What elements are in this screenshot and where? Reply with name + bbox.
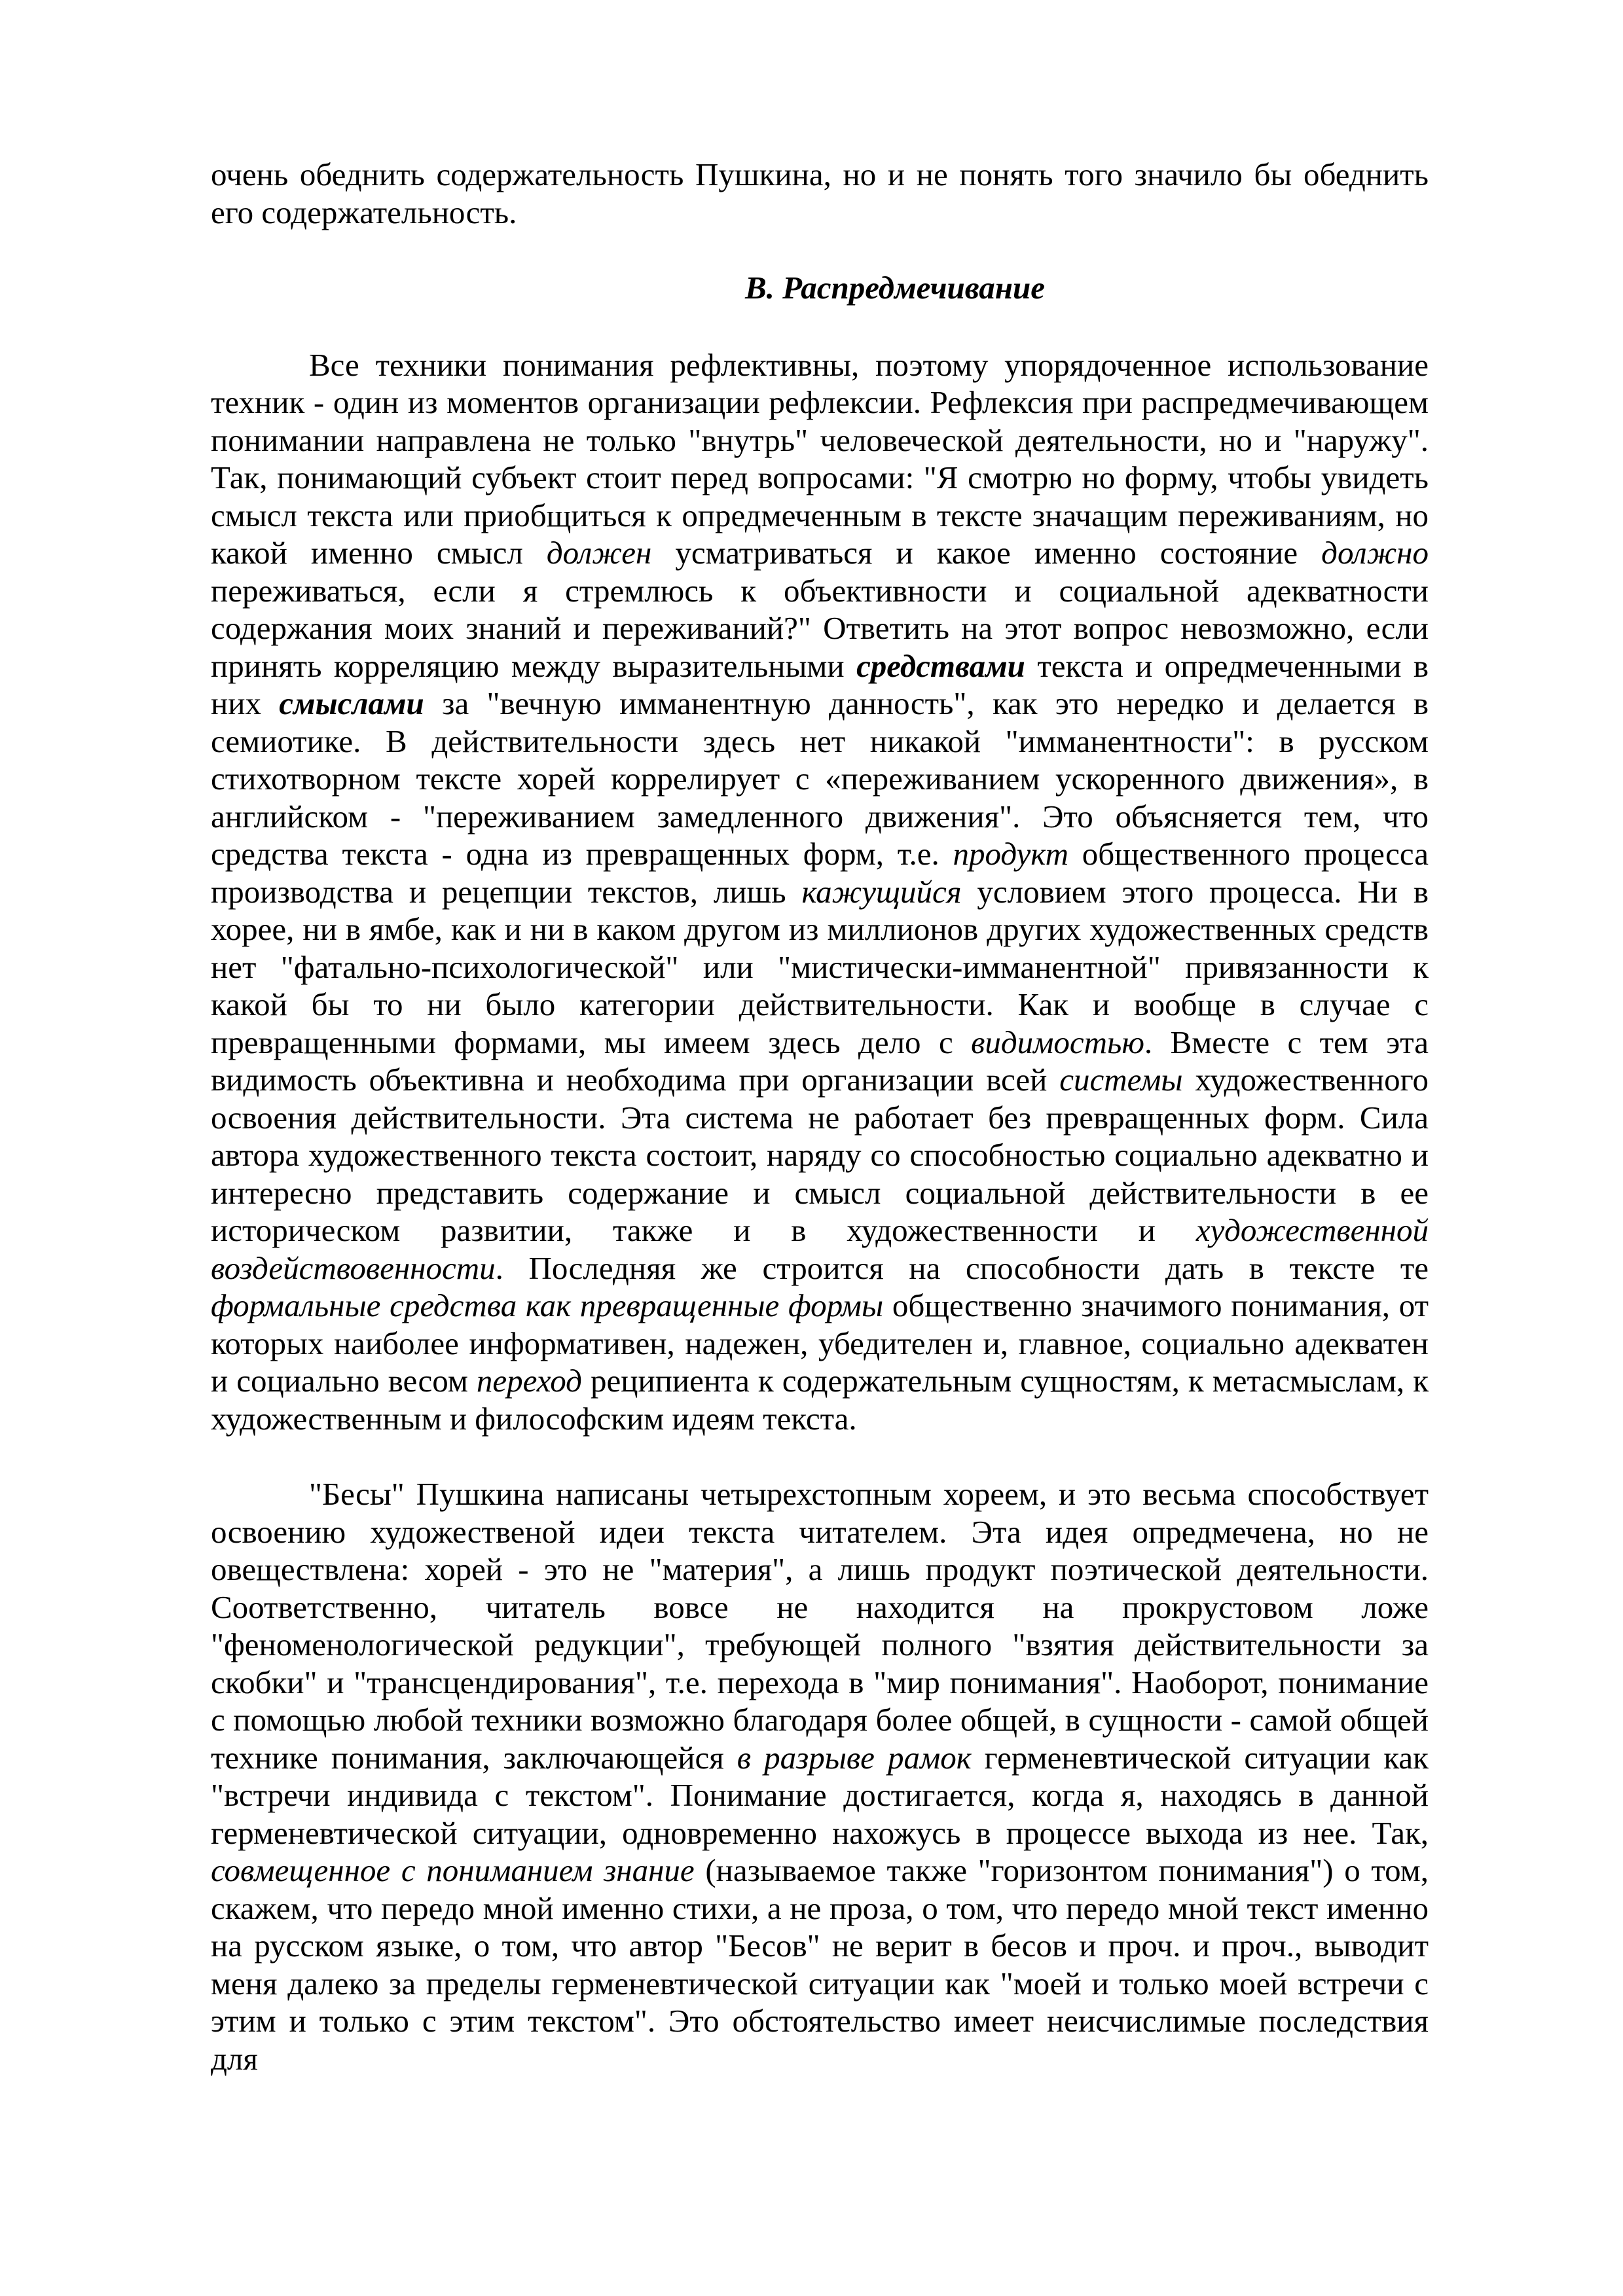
p1-emph-kazhushchiisya: кажущийся — [801, 873, 962, 910]
p1-emph-vidimostyu: видимостью — [971, 1024, 1144, 1060]
intro-paragraph — [211, 156, 1429, 231]
p2-text: герменевтической ситуации как "встречи индивида с текстом". Понимание достигается, когда я, находясь в данной герменевтической ситуации, одновременно нахожусь в процессе выхода из нее. Так, — [211, 1739, 1429, 1851]
p1-emph-khudozhestvennoi: художественной воздействовенности — [211, 1212, 1429, 1286]
p1-emph-sistemy: системы — [1059, 1062, 1183, 1098]
p1-text: . Последняя же строится на способности дать в тексте те — [495, 1249, 1429, 1286]
p1-emph-dolzhno: должно — [1321, 535, 1429, 571]
p2-emph-v-razryve-ramok: в разрыве рамок — [737, 1739, 972, 1776]
p1-text: Все техники понимания рефлективны, поэтому упорядоченное использование техник - один из моментов организации рефлексии. Рефлексия при распредмечивающем понимании направлена не только "внутрь" человеческой деятельности, но и "наружу". Так, понимающий субъект стоит перед вопросами: "Я смотрю но форму, чтобы увидеть смысл текста или приобщиться к опредмеченным в тексте значащим переживаниям, но какой именно смысл — [211, 346, 1429, 571]
intro-text: очень обеднить содержательность Пушкина, но и не понять того значило бы обеднить его содержательность. — [211, 156, 1429, 230]
p2-text: "Бесы" Пушкина написаны четырехстопным хореем, и это весьма способствует освоению художественой идеи текста читателем. Эта идея опредмечена, но не овеществлена: хорей - это не "материя", а лишь продукт поэтической деятельности. Соответственно, читатель вовсе не находится на прокрустовом ложе "феноменологической редукции", требующей полного "взятия действительности за скобки" и "трансцендирования", т.е. перехода в "мир понимания". Наоборот, понимание с помощью любой техники возможно благодаря более общей, в сущности - самой общей технике понимания, заключающейся — [211, 1476, 1429, 1776]
p1-text: общественного процесса производства и рецепции текстов, лишь — [211, 836, 1429, 910]
p1-emph-dolzhen: должен — [546, 535, 652, 571]
p2-emph-sovmeshchennoe-znanie: совмещенное с пониманием знание — [211, 1852, 695, 1888]
p2-text: (называемое также "горизонтом понимания") о том, скажем, что передо мной именно стихи, а не проза, о том, что передо мной текст именно на русском языке, о том, что автор "Бесов" не верит в бесов и проч. и проч., выводит меня далеко за пределы герменевтической ситуации как "моей и только моей встречи с этим и только с этим текстом". Это обстоятельство имеет неисчислимые последствия для — [211, 1852, 1429, 2077]
p1-text: . Вместе с тем эта видимость объективна и необходима при организации всей — [211, 1024, 1429, 1098]
p1-emph-produkt: продукт — [953, 836, 1068, 872]
document-page — [211, 156, 1429, 2077]
p1-text: реципиента к содержательным сущностям, к метасмыслам, к художественным и философским идеям текста. — [211, 1363, 1429, 1437]
p1-emph-smyslami: смыслами — [279, 685, 424, 721]
section-heading: В. Распредмечивание — [745, 270, 1045, 306]
p1-text: переживаться, если я стремлюсь к объективности и социальной адекватности содержания моих знаний и переживаний?" Ответить на этот вопрос невозможно, если принять корреляцию между выразительными — [211, 572, 1429, 684]
p1-text: общественно значимого понимания, от которых наиболее информативен, надежен, убедителен и, главное, социально адекватен и социально весом — [211, 1287, 1429, 1399]
p1-text: художественного освоения действительности. Эта система не работает без превращенных форм. Сила автора художественного текста состоит, наряду со способностью социально адекватно и интересно представить содержание и смысл социальной действительности в ее историческом развитии, также и в художественности и — [211, 1062, 1429, 1248]
p1-text: текста и опредмеченными в них — [211, 647, 1429, 721]
p1-text: за "вечную имманентную данность", как это нередко и делается в семиотике. В действительности здесь нет никакой "имманентности": в русском стихотворном тексте хорей коррелирует с «переживанием ускоренного движения», в английском - "переживанием замедленного движения". Это объясняется тем, что средства текста - одна из превращенных форм, т.е. — [211, 685, 1429, 872]
paragraph-besy — [211, 1475, 1429, 2077]
p1-emph-sredstvami: средствами — [856, 647, 1025, 684]
p1-emph-perekhod: переход — [476, 1363, 582, 1399]
p1-emph-formalnye-sredstva: формальные средства как превращенные формы — [211, 1287, 884, 1323]
paragraph-reflection — [211, 346, 1429, 1438]
p1-text: усматриваться и какое именно состояние — [651, 535, 1322, 571]
p1-text: условием этого процесса. Ни в хорее, ни в ямбе, как и ни в каком другом из миллионов других художественных средств нет "фатально-психологической" или "мистически-имманентной" привязанности к какой бы то ни было категории действительности. Как и вообще в случае с превращенными формами, мы имеем здесь дело с — [211, 873, 1429, 1060]
